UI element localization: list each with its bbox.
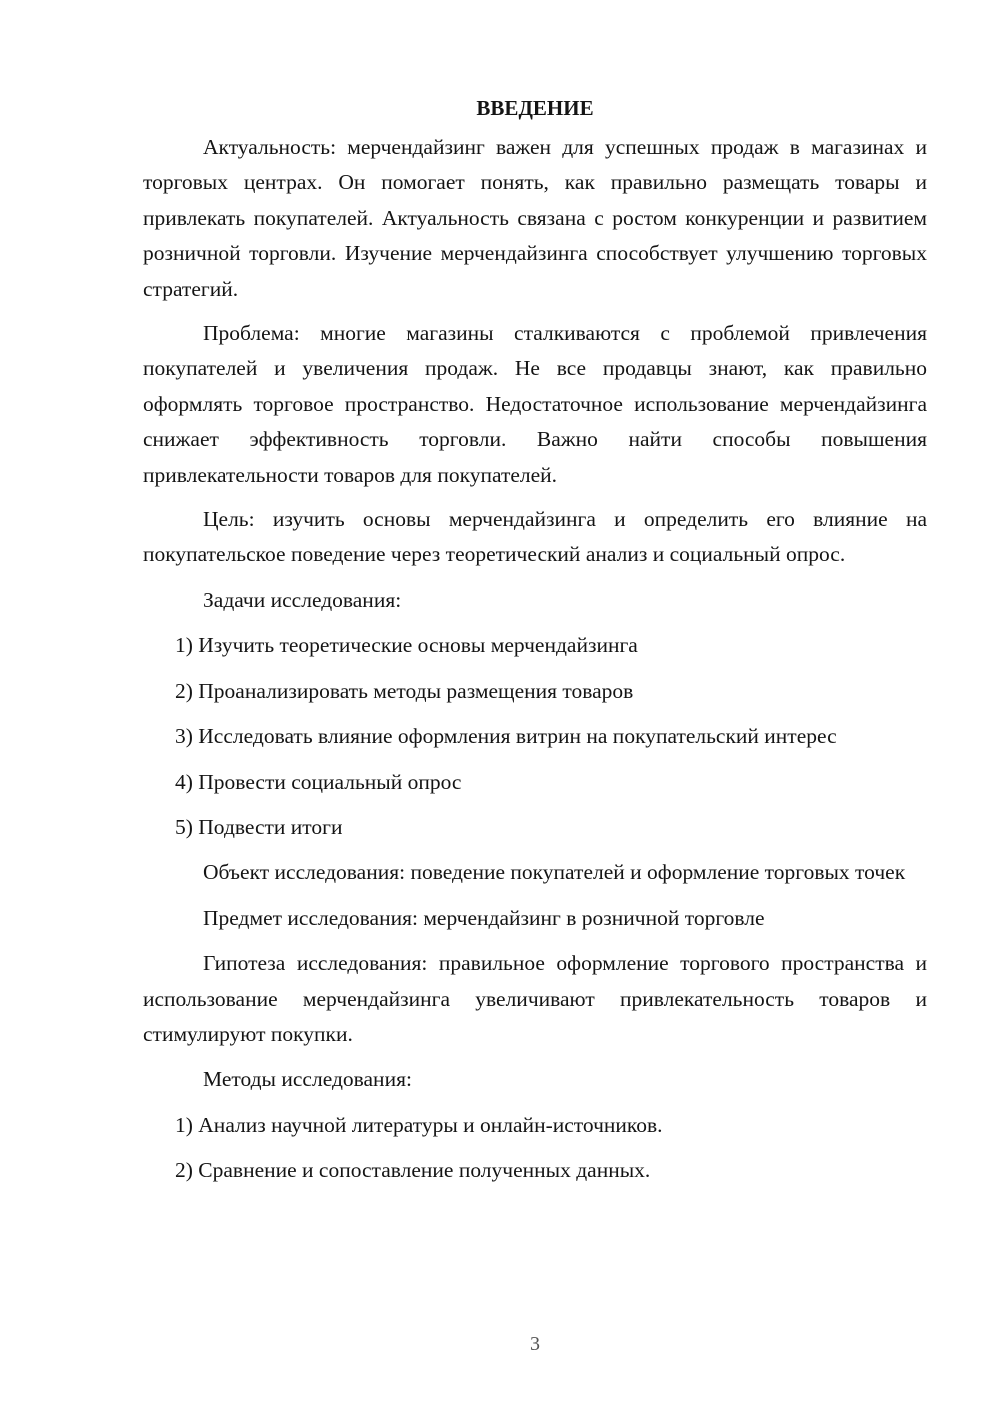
page-number: 3	[530, 1333, 540, 1355]
document-page	[143, 90, 927, 1189]
object-paragraph: Объект исследования: поведение покупателей и оформление торговых точек	[203, 860, 906, 885]
task-item-2: 2) Проанализировать методы размещения товаров	[175, 678, 634, 703]
section-title: ВВЕДЕНИЕ	[476, 96, 594, 120]
methods-heading: Методы исследования:	[203, 1067, 412, 1092]
goal-paragraph: Цель: изучить основы мерчендайзинга и определить его влияние на покупательское поведение через теоретический анализ и социальный опрос.	[143, 507, 927, 567]
method-item-1: 1) Анализ научной литературы и онлайн-источников.	[175, 1112, 663, 1137]
relevance-paragraph: Актуальность: мерчендайзинг важен для успешных продаж в магазинах и торговых центрах. Он помогает понять, как правильно размещать товары и привлекать покупателей. Актуальность связана с ростом конкуренции и развитием розничной торговли. Изучение мерчендайзинга способствует улучшению торговых стратегий.	[143, 135, 927, 301]
task-item-3: 3) Исследовать влияние оформления витрин на покупательский интерес	[175, 724, 837, 749]
task-item-4: 4) Провести социальный опрос	[175, 769, 462, 794]
subject-paragraph: Предмет исследования: мерчендайзинг в розничной торговле	[203, 905, 765, 930]
hypothesis-paragraph: Гипотеза исследования: правильное оформление торгового пространства и использование мерчендайзинга увеличивают привлекательность товаров и стимулируют покупки.	[143, 951, 927, 1046]
tasks-heading: Задачи исследования:	[203, 587, 402, 612]
problem-paragraph: Проблема: многие магазины сталкиваются с проблемой привлечения покупателей и увеличения продаж. Не все продавцы знают, как правильно оформлять торговое пространство. Недостаточное использование мерчендайзинга снижает эффективность торговли. Важно найти способы повышения привлекательности товаров для покупателей.	[143, 321, 927, 487]
task-item-5: 5) Подвести итоги	[175, 814, 343, 839]
task-item-1: 1) Изучить теоретические основы мерчендайзинга	[175, 633, 638, 658]
method-item-2: 2) Сравнение и сопоставление полученных данных.	[175, 1158, 651, 1183]
